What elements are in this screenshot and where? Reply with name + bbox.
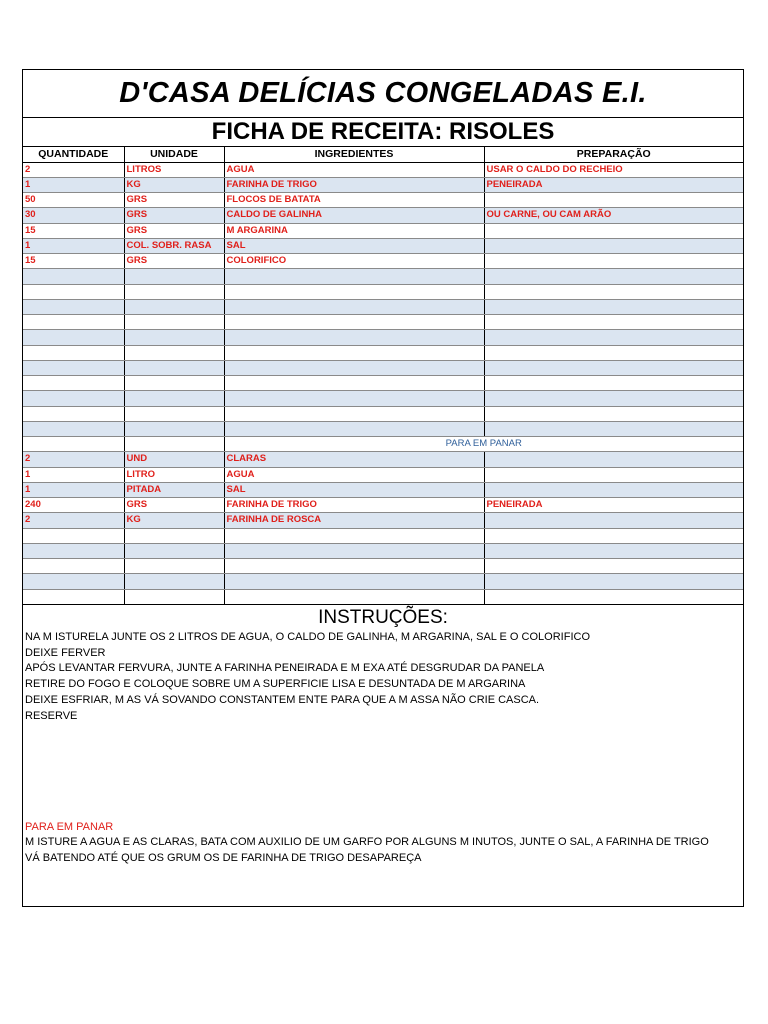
table-row (23, 391, 743, 406)
cell-unit: KG (124, 177, 224, 192)
column-header-quantity: QUANTIDADE (23, 147, 124, 162)
table-row (23, 177, 743, 192)
cell-quantity: 1 (23, 467, 124, 482)
cell-unit: GRS (124, 208, 224, 223)
cell-preparation (484, 559, 743, 574)
cell-preparation (484, 421, 743, 436)
table-row (23, 482, 743, 497)
recipe-title: FICHA DE RECEITA: RISOLES (23, 118, 743, 147)
cell-quantity: 1 (23, 482, 124, 497)
cell-ingredient (224, 345, 484, 360)
cell-preparation: PENEIRADA (484, 177, 743, 192)
table-row (23, 452, 743, 467)
cell-quantity (23, 360, 124, 375)
instruction-step: DEIXE ESFRIAR, M AS VÁ SOVANDO CONSTANTEM ENTE PARA QUE A M ASSA NÃO CRIE CASCA. (25, 693, 540, 706)
cell-preparation (484, 452, 743, 467)
cell-ingredient (224, 376, 484, 391)
cell-unit: LITROS (124, 162, 224, 177)
table-row (23, 330, 743, 345)
cell-preparation (484, 543, 743, 558)
table-row (23, 193, 743, 208)
cell-ingredient (224, 574, 484, 589)
cell-ingredient: SAL (224, 482, 484, 497)
cell-unit (124, 559, 224, 574)
cell-preparation (484, 482, 743, 497)
cell-quantity (23, 376, 124, 391)
table-row (23, 421, 743, 436)
cell-quantity: 1 (23, 238, 124, 253)
cell-unit: UND (124, 452, 224, 467)
table-row (23, 315, 743, 330)
instruction-step: RETIRE DO FOGO E COLOQUE SOBRE UM A SUPERFICIE LISA E DESUNTADA DE M ARGARINA (25, 678, 526, 691)
cell-quantity: 15 (23, 254, 124, 269)
cell-unit (124, 299, 224, 314)
cell-preparation (484, 299, 743, 314)
cell-unit (124, 574, 224, 589)
cell-ingredient (224, 559, 484, 574)
cell-preparation (484, 376, 743, 391)
cell-quantity (23, 528, 124, 543)
cell-preparation (484, 589, 743, 604)
table-row (23, 498, 743, 513)
cell-ingredient (224, 284, 484, 299)
cell-ingredient (224, 315, 484, 330)
table-body (23, 162, 743, 604)
cell-ingredient: SAL (224, 238, 484, 253)
cell-quantity (23, 269, 124, 284)
cell-ingredient: FARINHA DE TRIGO (224, 177, 484, 192)
table-row (23, 254, 743, 269)
cell-quantity (23, 299, 124, 314)
table-row (23, 559, 743, 574)
table-row (23, 299, 743, 314)
section-subheading: PARA EM PANAR (224, 437, 743, 452)
table-row (23, 528, 743, 543)
table-row (23, 162, 743, 177)
cell-quantity: 2 (23, 162, 124, 177)
empty-cell (23, 437, 124, 452)
cell-unit (124, 421, 224, 436)
cell-quantity: 2 (23, 513, 124, 528)
table-row (23, 269, 743, 284)
cell-ingredient (224, 299, 484, 314)
cell-ingredient (224, 269, 484, 284)
cell-ingredient (224, 391, 484, 406)
column-header-preparation: PREPARAÇÃO (484, 147, 743, 162)
table-row (23, 284, 743, 299)
cell-quantity (23, 330, 124, 345)
section-subheading-row (23, 437, 743, 452)
instruction-step: DEIXE FERVER (25, 646, 106, 659)
cell-ingredient (224, 421, 484, 436)
cell-preparation (484, 513, 743, 528)
instructions-heading: INSTRUÇÕES: (318, 606, 448, 628)
cell-ingredient (224, 330, 484, 345)
cell-quantity: 15 (23, 223, 124, 238)
instruction-step: RESERVE (25, 709, 78, 722)
instruction-step: NA M ISTURELA JUNTE OS 2 LITROS DE AGUA, O CALDO DE GALINHA, M ARGARINA, SAL E O COLORIFICO (25, 630, 590, 643)
cell-unit: GRS (124, 223, 224, 238)
ingredients-table (23, 147, 743, 605)
cell-quantity (23, 589, 124, 604)
empty-cell (124, 437, 224, 452)
table-row (23, 360, 743, 375)
cell-unit: GRS (124, 193, 224, 208)
cell-preparation (484, 223, 743, 238)
cell-unit (124, 391, 224, 406)
cell-quantity (23, 345, 124, 360)
cell-quantity: 240 (23, 498, 124, 513)
cell-unit (124, 528, 224, 543)
table-row (23, 574, 743, 589)
cell-preparation (484, 315, 743, 330)
cell-preparation (484, 193, 743, 208)
breading-heading: PARA EM PANAR (25, 820, 114, 833)
column-header-unit: UNIDADE (124, 147, 224, 162)
cell-preparation: OU CARNE, OU CAM ARÃO (484, 208, 743, 223)
table-row (23, 467, 743, 482)
cell-quantity (23, 421, 124, 436)
cell-unit: KG (124, 513, 224, 528)
table-row (23, 406, 743, 421)
cell-preparation (484, 330, 743, 345)
cell-ingredient (224, 543, 484, 558)
cell-unit (124, 315, 224, 330)
cell-unit (124, 406, 224, 421)
cell-preparation: USAR O CALDO DO RECHEIO (484, 162, 743, 177)
cell-unit (124, 345, 224, 360)
recipe-sheet (22, 69, 744, 907)
cell-ingredient (224, 528, 484, 543)
cell-unit: GRS (124, 498, 224, 513)
cell-unit: GRS (124, 254, 224, 269)
instructions-spacer (25, 725, 741, 820)
cell-ingredient: M ARGARINA (224, 223, 484, 238)
table-row (23, 223, 743, 238)
cell-ingredient: FARINHA DE TRIGO (224, 498, 484, 513)
table-row (23, 543, 743, 558)
breading-step: VÁ BATENDO ATÉ QUE OS GRUM OS DE FARINHA DE TRIGO DESAPAREÇA (25, 852, 422, 865)
cell-ingredient: FLOCOS DE BATATA (224, 193, 484, 208)
cell-unit (124, 543, 224, 558)
cell-quantity (23, 543, 124, 558)
cell-unit (124, 284, 224, 299)
cell-ingredient: CLARAS (224, 452, 484, 467)
table-row (23, 589, 743, 604)
table-row (23, 376, 743, 391)
cell-quantity: 50 (23, 193, 124, 208)
cell-ingredient (224, 406, 484, 421)
breading-step: M ISTURE A AGUA E AS CLARAS, BATA COM AUXILIO DE UM GARFO POR ALGUNS M INUTOS, JUNTE O SAL, A FARINHA DE TRIGO (25, 836, 709, 849)
cell-ingredient: FARINHA DE ROSCA (224, 513, 484, 528)
cell-preparation (484, 406, 743, 421)
cell-quantity (23, 574, 124, 589)
cell-quantity: 1 (23, 177, 124, 192)
column-header-ingredients: INGREDIENTES (224, 147, 484, 162)
cell-ingredient (224, 360, 484, 375)
table-row (23, 513, 743, 528)
table-header-row (23, 147, 743, 162)
cell-ingredient (224, 589, 484, 604)
cell-quantity (23, 406, 124, 421)
cell-quantity (23, 391, 124, 406)
cell-preparation (484, 345, 743, 360)
cell-preparation (484, 284, 743, 299)
cell-unit (124, 330, 224, 345)
cell-unit (124, 376, 224, 391)
table-row (23, 238, 743, 253)
instruction-step: APÓS LEVANTAR FERVURA, JUNTE A FARINHA PENEIRADA E M EXA ATÉ DESGRUDAR DA PANELA (25, 662, 545, 675)
cell-unit: LITRO (124, 467, 224, 482)
cell-preparation (484, 269, 743, 284)
instructions-section (23, 605, 743, 867)
cell-preparation (484, 528, 743, 543)
cell-ingredient: AGUA (224, 162, 484, 177)
cell-unit (124, 360, 224, 375)
cell-preparation (484, 238, 743, 253)
cell-quantity: 2 (23, 452, 124, 467)
cell-ingredient: COLORIFICO (224, 254, 484, 269)
cell-unit (124, 589, 224, 604)
cell-quantity: 30 (23, 208, 124, 223)
cell-preparation (484, 254, 743, 269)
cell-preparation (484, 391, 743, 406)
cell-preparation: PENEIRADA (484, 498, 743, 513)
table-row (23, 208, 743, 223)
cell-unit (124, 269, 224, 284)
cell-preparation (484, 360, 743, 375)
cell-unit: COL. SOBR. RASA (124, 238, 224, 253)
cell-preparation (484, 467, 743, 482)
cell-quantity (23, 284, 124, 299)
cell-ingredient: CALDO DE GALINHA (224, 208, 484, 223)
cell-ingredient: AGUA (224, 467, 484, 482)
cell-quantity (23, 559, 124, 574)
cell-quantity (23, 315, 124, 330)
cell-unit: PITADA (124, 482, 224, 497)
table-row (23, 345, 743, 360)
cell-preparation (484, 574, 743, 589)
company-title: D'CASA DELÍCIAS CONGELADAS E.I. (23, 70, 743, 118)
